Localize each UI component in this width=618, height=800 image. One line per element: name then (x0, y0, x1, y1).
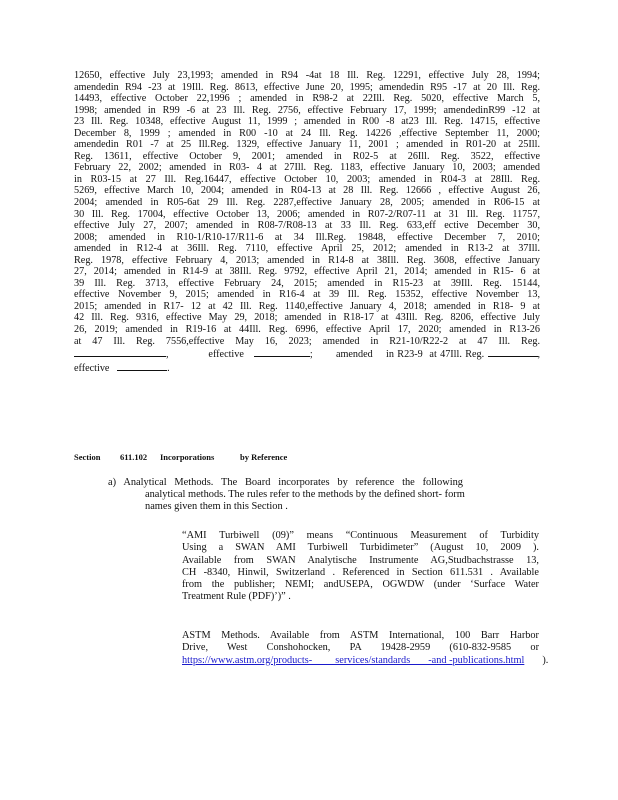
history-line: 2004; amended in R05-6at 29 Ill. Reg. 2287,effective January 28, 2005; amended in R06-15 at (74, 197, 540, 209)
history-effective-label: effective (208, 349, 244, 361)
history-line: 42 Ill. Reg. 9316, effective May 29, 2018; amended in R18-17 at 43Ill. Reg. 8206, effective July (74, 312, 540, 324)
history-line: effective November 9, 2015; amended in R16-4 at 39 Ill. Reg. 15352, effective November 13, (74, 289, 540, 301)
history-blank-line: , effective ; amended in R23-9 at 47Ill. Reg. , (74, 347, 540, 361)
register-reference: at 47Ill. Reg. (429, 349, 485, 361)
paragraph-a-line: analytical methods. The rules refer to the methods by the defined short- form (145, 489, 465, 501)
history-line: 5269, effective March 10, 2004; amended in R04-13 at 28 Ill. Reg. 12666 , effective August 26, (74, 185, 540, 197)
history-line: 1998; amended in R99 -6 at 23 Ill. Reg. 2756, effective February 17, 1999; amendedinR99 -12 at (74, 104, 540, 116)
section-heading (74, 452, 374, 462)
definition-line: from the publisher; NEMI; andUSEPA, OGWDW (under ‘Surface Water (182, 579, 539, 591)
blank-field (488, 347, 538, 357)
definition-line: Using a SWAN AMI Turbiwell Turbidimeter” (August 10, 2009 ). (182, 542, 539, 554)
history-line: in R03-15 at 27 Ill. Reg.16447, effective October 10, 2003; amended in R04-3 at 28Ill. Reg. (74, 173, 540, 185)
history-final-line (74, 361, 540, 375)
history-line: at 47 Ill. Reg. 7556,effective May 16, 2023; amended in R21-10/R22-2 at 47 Ill. Reg. (74, 335, 540, 347)
definition-line: Available from SWAN Analytische Instrumente AG,Studbachstrasse 13, (182, 554, 539, 566)
section-title-part-2: by Reference (240, 452, 288, 462)
paragraph-a-line: names given them in this Section . (145, 501, 288, 513)
section-label: Section (74, 452, 101, 462)
semicolon: ; (309, 349, 313, 361)
definition-line (182, 654, 549, 667)
paragraph-a (108, 477, 463, 514)
comma: , (537, 349, 541, 361)
blank-field (117, 361, 167, 371)
history-line: February 22, 2002; amended in R03- 4 at 27Ill. Reg. 1183, effective January 10, 2003; amended (74, 162, 540, 174)
definition-astm-methods (182, 630, 549, 667)
history-line: 30 Ill. Reg. 17004, effective October 13, 2006; amended in R07-2/R07-11 at 31 Ill. Reg. 11757, (74, 208, 540, 220)
in-label: in (386, 349, 394, 361)
docket-number: R23-9 (397, 349, 423, 361)
history-line: 26, 2019; amended in R19-16 at 44Ill. Reg. 6996, effective April 17, 2020; amended in R13-26 (74, 324, 540, 336)
history-line: effective July 27, 2007; amended in R08-7/R08-13 at 33 Ill. Reg. 633,eff ective December 30, (74, 220, 540, 232)
blank-field (254, 347, 310, 357)
history-line: amendedin R01 -7 at 25 Ill.Reg. 1329, effective January 11, 2001 ; amended in R01-20 at 25Ill. (74, 139, 540, 151)
amended-label: amended (335, 349, 373, 361)
history-effective-label: effective (74, 362, 110, 374)
history-line: 27, 2014; amended in R14-9 at 38Ill. Reg. 9792, effective April 21, 2014; amended in R15- 6 at (74, 266, 540, 278)
history-line: amendedin R94 -23 at 19Ill. Reg. 8613, effective June 20, 1995; amendedin R95 -17 at 20 Ill. Reg. (74, 81, 540, 93)
definition-line: Drive, West Conshohocken, PA 19428-2959 (610-832-9585 or (182, 642, 539, 654)
history-line: 23 Ill. Reg. 10348, effective August 11, 1999 ; amended in R00 -8 at23 Ill. Reg. 14715, effective (74, 116, 540, 128)
history-line: Reg. 1978, effective February 4, 2013; amended in R14-8 at 38Ill. Reg. 3608, effective January (74, 254, 540, 266)
definition-line: Treatment Rule (PDF)’)” . (182, 591, 291, 603)
period: . (167, 362, 170, 374)
section-title-part-1: Incorporations (160, 452, 215, 462)
section-number: 611.102 (120, 452, 148, 462)
definition-line: “AMI Turbiwell (09)” means “Continuous Measurement of Turbidity (182, 530, 539, 541)
history-line: 14493, effective October 22,1996 ; amended in R98-2 at 22Ill. Reg. 5020, effective March 5, (74, 93, 540, 105)
definition-line: ASTM Methods. Available from ASTM International, 100 Barr Harbor (182, 630, 539, 641)
definition-ami-turbiwell (182, 530, 539, 604)
history-line: 2008; amended in R10-1/R10-17/R11-6 at 34 Ill.Reg. 19848, effective December 7, 2010; (74, 231, 540, 243)
amendment-history (74, 70, 540, 374)
history-line: 2015; amended in R17- 12 at 42 Ill. Reg. 1140,effective January 4, 2018; amended in R18- 9 at (74, 300, 540, 312)
history-line: amended in R12-4 at 36Ill. Reg. 7110, effective April 25, 2012; amended in R13-2 at 37Ill. (74, 243, 540, 255)
definition-line: CH -8340, Hinwil, Switzerland . Referenced in Section 611.531 . Available (182, 566, 539, 578)
paragraph-a-first-line: a) Analytical Methods. The Board incorporates by reference the following (108, 477, 463, 488)
history-lines (74, 70, 540, 347)
history-line: Reg. 13611, effective October 9, 2001; amended in R02-5 at 26Ill. Reg. 3522, effective (74, 150, 540, 162)
blank-field (74, 347, 166, 357)
history-line: 39 Ill. Reg. 3713, effective February 24, 2015; amended in R15-23 at 39Ill. Reg. 15144, (74, 277, 540, 289)
history-line: 12650, effective July 23,1993; amended in R94 -4at 18 Ill. Reg. 12291, effective July 28, 1994; (74, 70, 540, 81)
astm-link[interactable]: https://www.astm.org/products- services/standards -and -publications.html (182, 654, 525, 666)
closing-paren: ). (542, 654, 549, 666)
history-line: December 8, 1999 ; amended in R00 -10 at 24 Ill. Reg. 14226 ,effective September 11, 2000; (74, 127, 540, 139)
